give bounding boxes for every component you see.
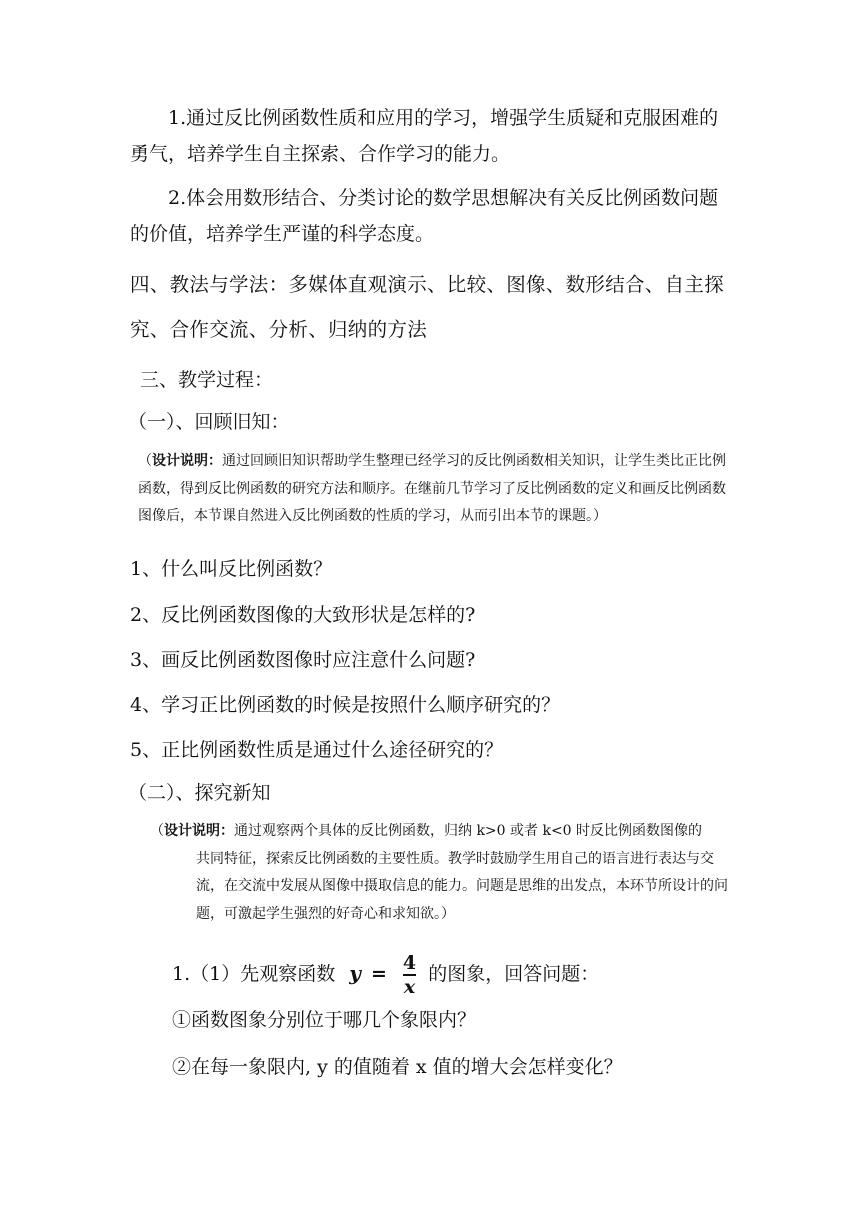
explore-design-label: 设计说明：	[164, 823, 234, 839]
process-heading: 三、教学过程：	[140, 369, 274, 391]
review-design-label: 设计说明：	[152, 453, 222, 469]
methods-text: 四、教法与学法：多媒体直观演示、比较、图像、数形结合、自主探究、合作交流、分析、归纳的方法	[130, 273, 725, 341]
task-prefix: 1.（1）先观察函数	[172, 963, 336, 985]
eq-denominator: x	[403, 976, 416, 998]
methods-section	[130, 262, 730, 352]
explore-design-rest: 共同特征，探索反比例函数的主要性质。教学时鼓励学生用自己的语言进行表达与交流，在交流中发展从图像中摄取信息的能力。问题是思维的出发点，本环节所设计的问题，可激起学生强烈的好奇心和求知欲。）	[196, 850, 728, 922]
review-question-4: 4、学习正比例函数的时候是按照什么顺序研究的？	[130, 694, 561, 716]
explore-design-first-line	[150, 818, 730, 846]
goal-item-1	[130, 100, 730, 172]
explore-task	[172, 953, 599, 997]
review-question-5: 5、正比例函数性质是通过什么途径研究的？	[130, 739, 504, 761]
review-question-2: 2、反比例函数图像的大致形状是怎样的?	[130, 604, 476, 626]
eq-fraction	[403, 953, 416, 997]
task-suffix: 的图象，回答问题：	[428, 963, 600, 985]
goal-text-2: 2.体会用数形结合、分类讨论的数学思想解决有关反比例函数问题的价值，培养学生严谨的科学态度。	[130, 187, 719, 245]
review-design-text: 通过回顾旧知识帮助学生整理已经学习的反比例函数相关知识，让学生类比正比例函数，得到反比例函数的研究方法和顺序。在继前几节学习了反比例函数的定义和画反比例函数图像后，本节课自然进入反比例函数的性质的学习，从而引出本节的课题。）	[138, 453, 726, 524]
eq-sign: =	[370, 963, 387, 985]
review-design-open: （	[138, 453, 152, 469]
eq-lhs: y	[349, 961, 361, 985]
explore-subquestion-2: ②在每一象限内, y 的值随着 x 值的增大会怎样变化？	[172, 1056, 623, 1078]
explore-design-line1: 通过观察两个具体的反比例函数，归纳 k>0 或者 k<0 时反比例函数图像的	[234, 823, 703, 839]
review-design-note	[138, 448, 732, 531]
explore-subquestion-1: ①函数图象分别位于哪几个象限内？	[172, 1009, 477, 1031]
explore-design-note	[150, 818, 730, 928]
eq-numerator: 4	[402, 952, 417, 974]
explore-design-open: （	[150, 823, 164, 839]
goal-text-1: 1.通过反比例函数性质和应用的学习，增强学生质疑和克服困难的勇气，培养学生自主探索、合作学习的能力。	[130, 107, 719, 165]
review-question-1: 1、什么叫反比例函数？	[130, 558, 333, 580]
review-heading: （一）、回顾旧知：	[128, 411, 290, 433]
explore-heading: （二）、探究新知	[128, 782, 271, 804]
review-question-3: 3、画反比例函数图像时应注意什么问题?	[130, 649, 476, 671]
goal-item-2	[130, 180, 730, 252]
